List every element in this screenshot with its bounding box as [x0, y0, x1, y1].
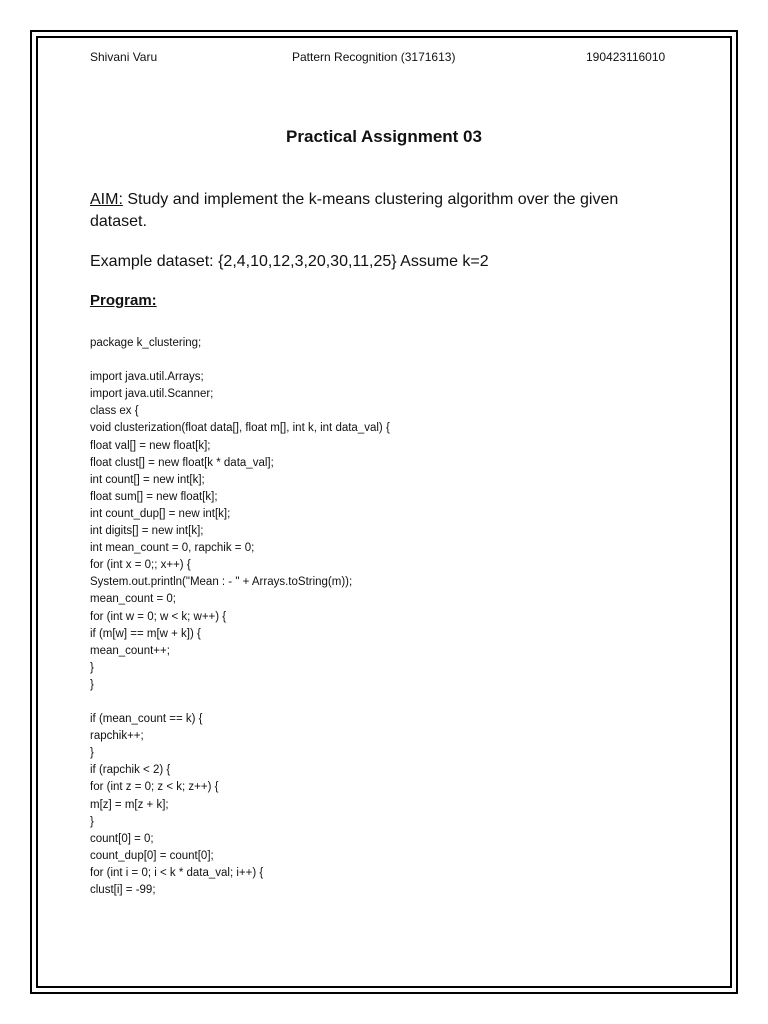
code-line: int count[] = new int[k];	[90, 473, 205, 486]
code-line: rapchik++;	[90, 730, 144, 743]
code-line: m[z] = m[z + k];	[90, 798, 169, 811]
aim-paragraph	[90, 189, 650, 233]
code-line: int digits[] = new int[k];	[90, 525, 204, 538]
code-line: class ex {	[90, 405, 139, 418]
document-title: Practical Assignment 03	[286, 127, 482, 146]
code-line: System.out.println("Mean : - " + Arrays.toString(m));	[90, 576, 353, 589]
code-line: float val[] = new float[k];	[90, 439, 211, 452]
code-line: int mean_count = 0, rapchik = 0;	[90, 542, 255, 555]
aim-text: Study and implement the k-means clustering algorithm over the given dataset.	[90, 191, 619, 230]
code-line: }	[90, 815, 94, 828]
code-line: }	[90, 678, 94, 691]
code-line: mean_count = 0;	[90, 593, 176, 606]
code-line: package k_clustering;	[90, 337, 202, 349]
header-course: Pattern Recognition (3171613)	[292, 50, 456, 64]
program-label: Program:	[90, 292, 157, 309]
code-line: for (int i = 0; i < k * data_val; i++) {	[90, 866, 264, 879]
code-line: float clust[] = new float[k * data_val];	[90, 456, 274, 469]
code-line: if (m[w] == m[w + k]) {	[90, 627, 201, 640]
code-line: for (int w = 0; w < k; w++) {	[90, 610, 227, 623]
code-line: }	[90, 661, 94, 674]
aim-label: AIM:	[90, 191, 123, 208]
header-enrollment: 190423116010	[586, 50, 666, 64]
code-line: mean_count++;	[90, 644, 170, 657]
code-line: float sum[] = new float[k];	[90, 490, 218, 503]
code-line: clust[i] = -99;	[90, 884, 156, 896]
code-line: for (int x = 0;; x++) {	[90, 559, 191, 572]
dataset-line: Example dataset: {2,4,10,12,3,20,30,11,25} Assume k=2	[90, 253, 489, 270]
code-line: import java.util.Scanner;	[90, 388, 214, 401]
code-line: if (mean_count == k) {	[90, 713, 203, 726]
code-line: if (rapchik < 2) {	[90, 764, 171, 777]
code-line: for (int z = 0; z < k; z++) {	[90, 781, 219, 794]
code-line: void clusterization(float data[], float m[], int k, int data_val) {	[90, 422, 390, 435]
code-line	[90, 694, 390, 711]
header-author: Shivani Varu	[90, 50, 158, 64]
code-line: import java.util.Arrays;	[90, 371, 204, 384]
code-line: count_dup[0] = count[0];	[90, 849, 214, 862]
code-line: count[0] = 0;	[90, 832, 154, 845]
code-line: int count_dup[] = new int[k];	[90, 507, 231, 520]
code-block	[90, 335, 390, 899]
code-line	[90, 352, 390, 369]
code-line: }	[90, 747, 94, 760]
